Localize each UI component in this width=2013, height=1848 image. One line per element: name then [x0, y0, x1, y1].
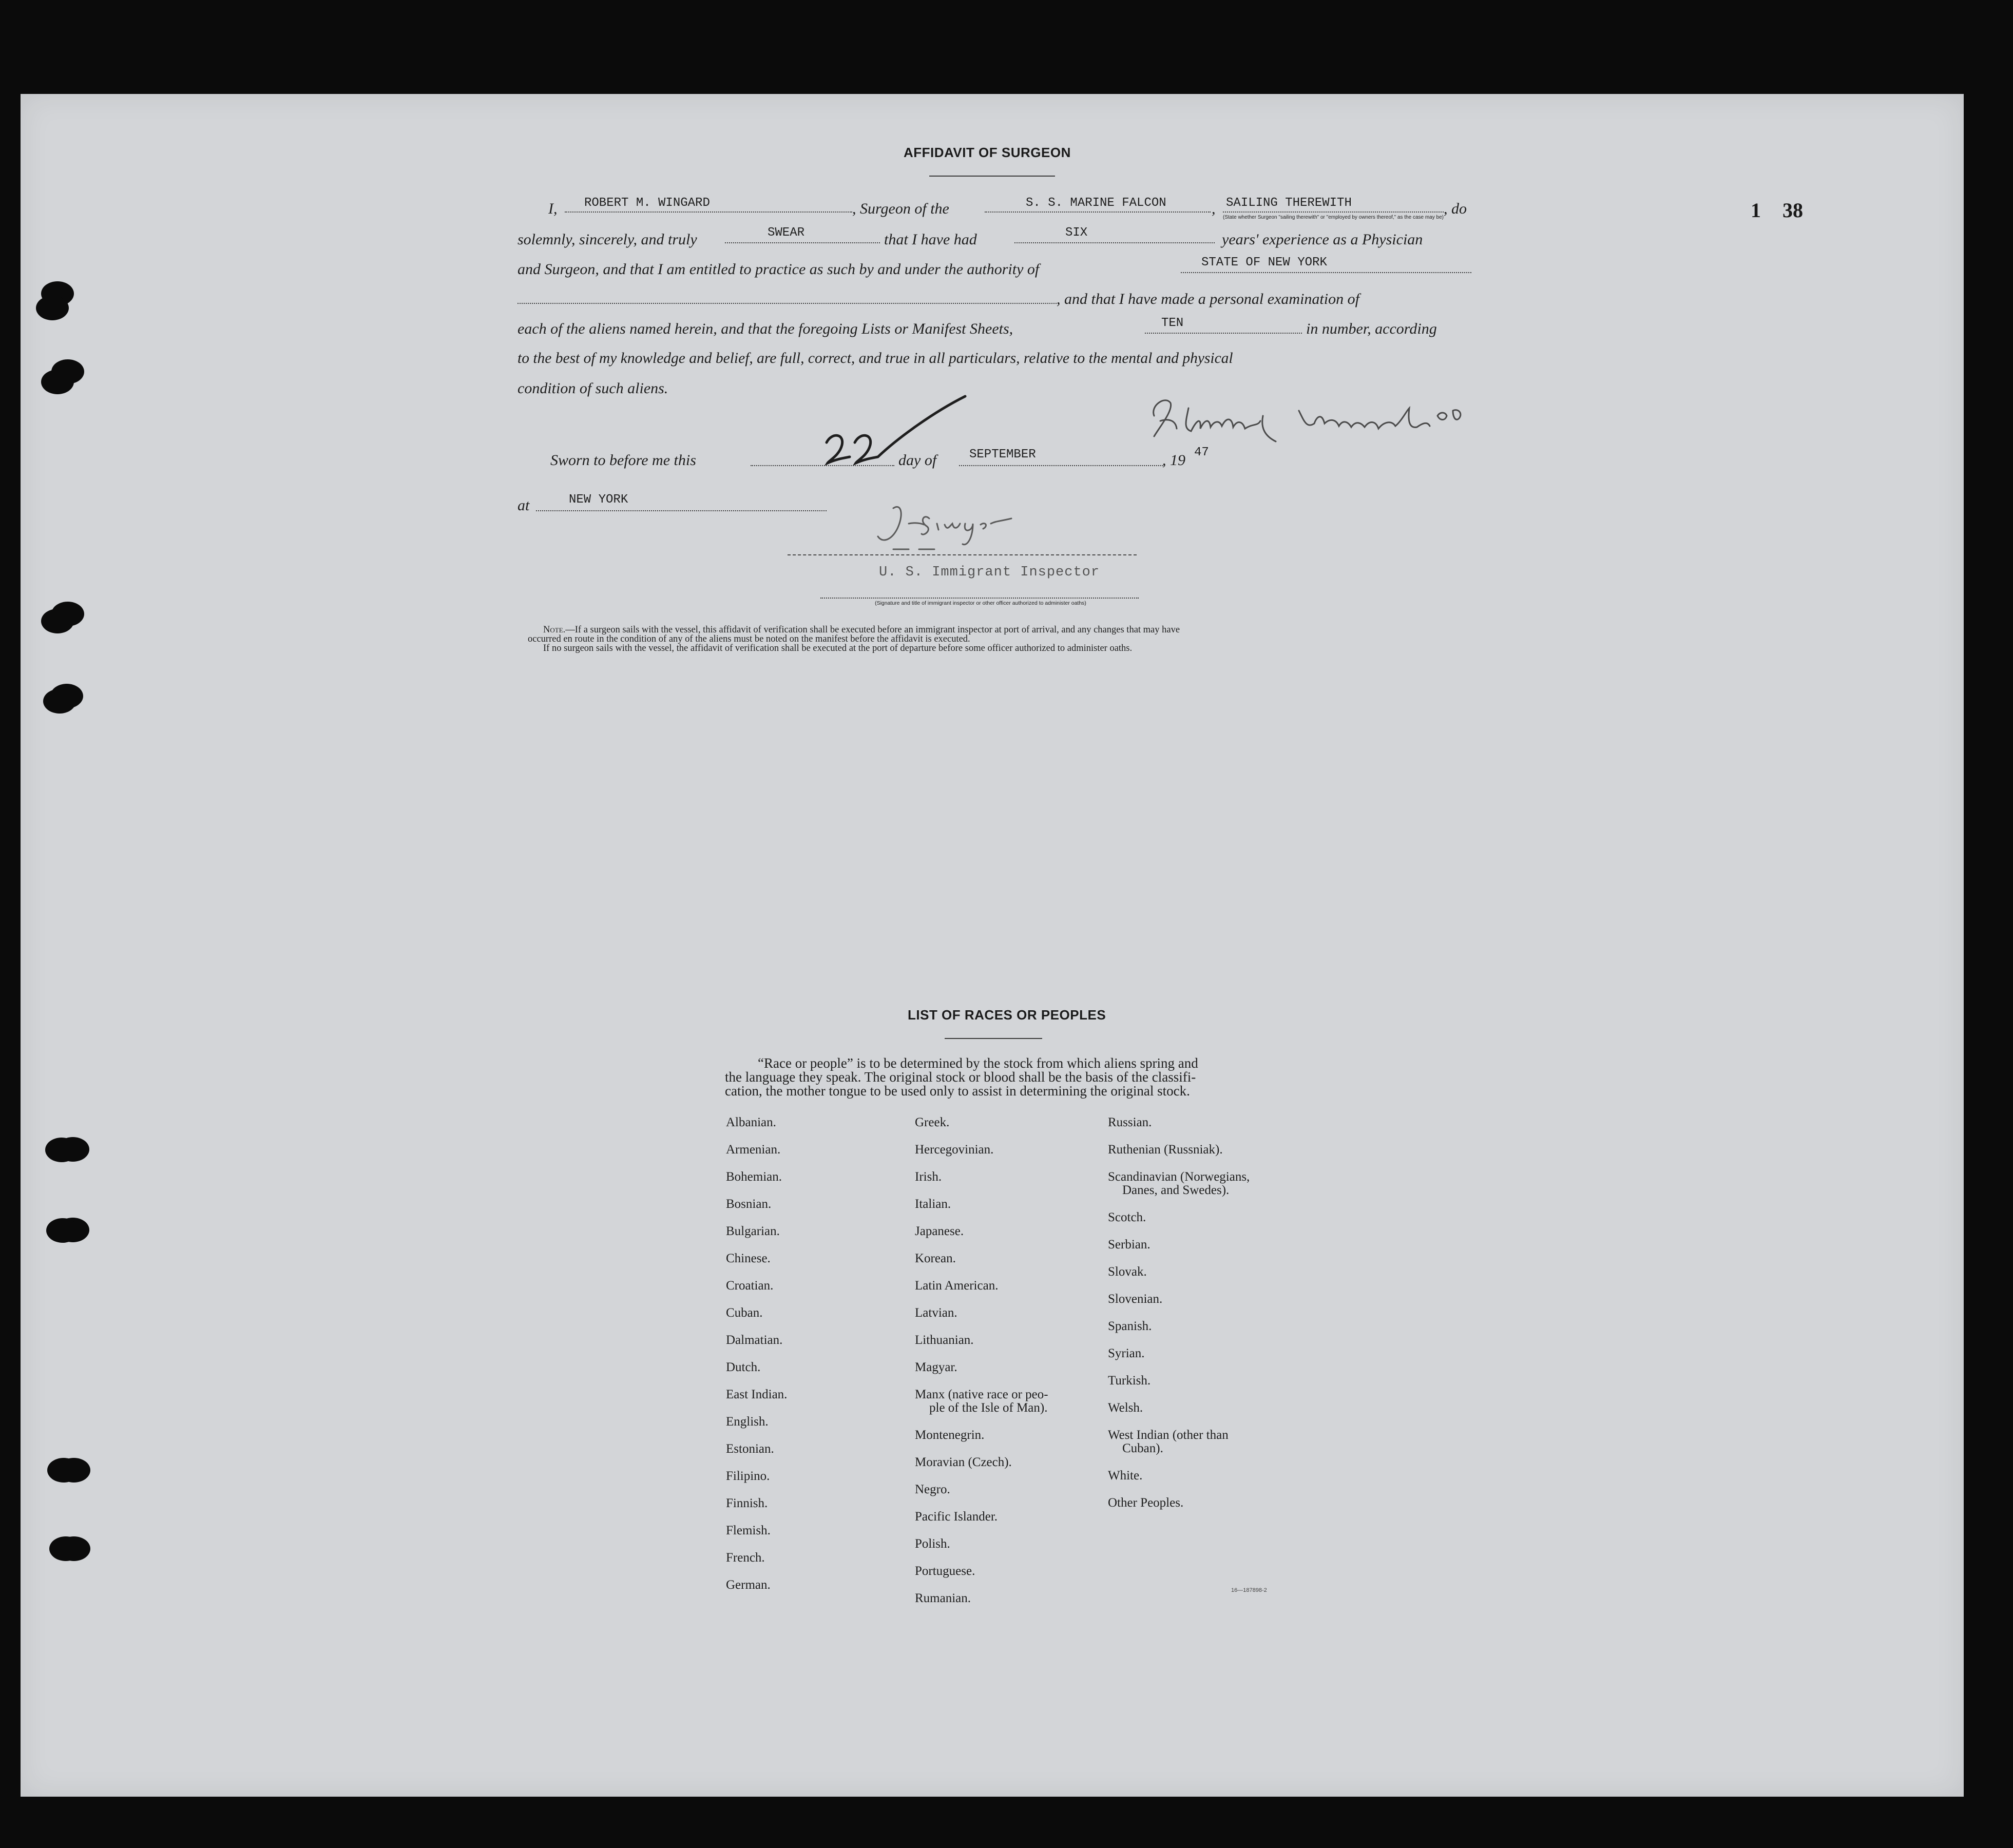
- vessel-line: [985, 211, 1211, 213]
- note-text-1: —If a surgeon sails with the vessel, this affidavit of verification shall be executed before an immigrant inspector at port of arrival, and any changes that may have: [565, 625, 1180, 635]
- race-entry: West Indian (other than: [1108, 1428, 1229, 1442]
- form-number: 16—187898-2: [1231, 1587, 1267, 1593]
- note-line-2: occurred en route in the condition of any of the aliens must be noted on the manifest before the affidavit is executed.: [528, 634, 970, 644]
- binder-hole: [49, 1536, 82, 1561]
- margin-mark: 1: [1751, 199, 1761, 222]
- sworn-place-line: [536, 510, 827, 511]
- race-entry: Serbian.: [1108, 1238, 1151, 1252]
- sailing-status: SAILING THEREWITH: [1226, 196, 1352, 210]
- race-entry: Slovak.: [1108, 1265, 1147, 1279]
- sworn-year-suffix: 47: [1194, 446, 1209, 459]
- at-label: at: [517, 497, 530, 514]
- race-entry: Latvian.: [915, 1306, 957, 1320]
- intro-line: the language they speak. The original stock or blood shall be the basis of the classifi-: [725, 1069, 1196, 1085]
- race-entry: Moravian (Czech).: [915, 1455, 1012, 1469]
- sworn-day-handwritten: [821, 391, 970, 476]
- race-entry: Filipino.: [726, 1469, 770, 1483]
- race-entry: Syrian.: [1108, 1346, 1145, 1360]
- race-entry: Dalmatian.: [726, 1333, 783, 1347]
- race-entry: Pacific Islander.: [915, 1510, 998, 1524]
- races-title: LIST OF RACES OR PEOPLES: [908, 1007, 1106, 1023]
- oath-line: [725, 242, 880, 243]
- sworn-year-prefix: , 19: [1162, 452, 1185, 469]
- oath-word: SWEAR: [768, 226, 805, 240]
- race-entry: French.: [726, 1551, 765, 1565]
- race-entry: German.: [726, 1578, 771, 1592]
- race-entry: Turkish.: [1108, 1374, 1151, 1388]
- race-entry: Irish.: [915, 1170, 942, 1184]
- race-entry: Flemish.: [726, 1524, 771, 1537]
- race-entry: Rumanian.: [915, 1591, 971, 1605]
- sworn-month-line: [959, 465, 1163, 466]
- race-entry: Scotch.: [1108, 1210, 1146, 1224]
- binder-hole: [41, 370, 74, 394]
- note-label: Note.: [543, 625, 566, 635]
- race-entry-continued: ple of the Isle of Man).: [929, 1401, 1048, 1415]
- intro-line: “Race or people” is to be determined by the stock from which aliens spring and: [758, 1055, 1198, 1071]
- race-entry: Bulgarian.: [726, 1224, 780, 1238]
- race-entry: Welsh.: [1108, 1401, 1143, 1415]
- race-entry: Dutch.: [726, 1360, 761, 1374]
- race-entry: White.: [1108, 1469, 1143, 1483]
- race-entry-continued: Cuban).: [1122, 1441, 1163, 1455]
- document-page: [21, 94, 1964, 1797]
- inspector-sign-line: [788, 554, 1137, 555]
- vessel-name: S. S. MARINE FALCON: [1026, 196, 1166, 210]
- sworn-place: NEW YORK: [569, 493, 628, 507]
- affidavit-title: AFFIDAVIT OF SURGEON: [904, 145, 1071, 160]
- race-entry: Italian.: [915, 1197, 951, 1211]
- page-number: 38: [1782, 199, 1803, 222]
- race-entry: Korean.: [915, 1252, 956, 1265]
- binder-hole: [41, 609, 74, 633]
- sworn-month: SEPTEMBER: [969, 448, 1036, 461]
- sailing-status-line: [1223, 211, 1444, 213]
- binder-hole: [46, 1218, 79, 1243]
- surgeon-name-line: [565, 211, 852, 213]
- authority-continued-line: [517, 303, 1057, 304]
- race-entry: Montenegrin.: [915, 1428, 985, 1442]
- inspector-caption: (Signature and title of immigrant inspector or other officer authorized to administer oaths): [875, 600, 1086, 606]
- sworn-lead: Sworn to before me this: [550, 452, 696, 469]
- race-entry: Bosnian.: [726, 1197, 772, 1211]
- status-hint: (State whether Surgeon "sailing therewith" or "employed by owners thereof," as the case may be): [1223, 215, 1444, 220]
- race-entry: Cuban.: [726, 1306, 763, 1320]
- race-entry: Hercegovinian.: [915, 1143, 994, 1157]
- races-title-underline: [945, 1038, 1042, 1039]
- race-entry: Finnish.: [726, 1496, 768, 1510]
- title-underline: [929, 176, 1055, 177]
- race-entry: Magyar.: [915, 1360, 957, 1374]
- authority-line: [1181, 272, 1471, 273]
- race-entry: Negro.: [915, 1483, 950, 1496]
- race-entry: Polish.: [915, 1537, 950, 1551]
- line3-lead: and Surgeon, and that I am entitled to practice as such by and under the authority of: [517, 261, 1040, 278]
- race-entry: Ruthenian (Russniak).: [1108, 1143, 1223, 1157]
- race-entry: Greek.: [915, 1115, 950, 1129]
- race-entry: Other Peoples.: [1108, 1496, 1184, 1510]
- race-entry: Albanian.: [726, 1115, 776, 1129]
- binder-hole: [43, 689, 76, 714]
- race-entry: Latin American.: [915, 1279, 999, 1293]
- race-entry: Scandinavian (Norwegians,: [1108, 1170, 1250, 1184]
- races-intro: [725, 1056, 1198, 1098]
- line2-mid: that I have had: [884, 231, 977, 248]
- line7: condition of such aliens.: [517, 380, 668, 397]
- inspector-stamp: U. S. Immigrant Inspector: [879, 565, 1100, 580]
- intro-line: cation, the mother tongue to be used only to assist in determining the original stock.: [725, 1083, 1190, 1099]
- surgeon-name: ROBERT M. WINGARD: [584, 196, 710, 210]
- race-entry: Manx (native race or peo-: [915, 1388, 1048, 1401]
- race-entry: Chinese.: [726, 1252, 771, 1265]
- line5-end: in number, according: [1306, 320, 1437, 337]
- race-entry: Lithuanian.: [915, 1333, 974, 1347]
- line1-end: , do: [1444, 200, 1467, 217]
- sheets-count: TEN: [1161, 316, 1184, 330]
- race-entry: Portuguese.: [915, 1564, 975, 1578]
- race-entry: Bohemian.: [726, 1170, 782, 1184]
- race-entry: English.: [726, 1415, 769, 1429]
- race-entry: Estonian.: [726, 1442, 774, 1456]
- affidavit-lead: I,: [548, 200, 558, 217]
- line6: to the best of my knowledge and belief, are full, correct, and true in all particulars, relative to the mental and physical: [517, 350, 1233, 367]
- binder-hole: [45, 1138, 78, 1162]
- race-entry: Armenian.: [726, 1143, 781, 1157]
- comma-text: ,: [1212, 200, 1216, 217]
- inspector-title-line: [820, 598, 1139, 599]
- race-entry: Croatian.: [726, 1279, 774, 1293]
- years-value: SIX: [1065, 226, 1088, 240]
- sheets-line: [1145, 333, 1302, 334]
- line2-end: years' experience as a Physician: [1222, 231, 1423, 248]
- race-entry: East Indian.: [726, 1388, 788, 1401]
- binder-hole: [47, 1458, 80, 1483]
- race-entry: Spanish.: [1108, 1319, 1152, 1333]
- years-line: [1014, 242, 1215, 243]
- race-entry-continued: Danes, and Swedes).: [1122, 1183, 1230, 1197]
- binder-hole: [36, 296, 69, 320]
- line2-lead: solemnly, sincerely, and truly: [517, 231, 697, 248]
- surgeon-of-text: , Surgeon of the: [852, 200, 949, 217]
- line4-end: , and that I have made a personal examination of: [1057, 291, 1359, 307]
- race-entry: Japanese.: [915, 1224, 964, 1238]
- authority: STATE OF NEW YORK: [1201, 256, 1327, 270]
- note-line-3: If no surgeon sails with the vessel, the affidavit of verification shall be executed at the port of departure before some officer authorized to administer oaths.: [543, 643, 1133, 653]
- line5-lead: each of the aliens named herein, and that the foregoing Lists or Manifest Sheets,: [517, 320, 1013, 337]
- race-entry: Russian.: [1108, 1115, 1152, 1129]
- race-entry: Slovenian.: [1108, 1292, 1163, 1306]
- sworn-day-of: day of: [898, 452, 937, 469]
